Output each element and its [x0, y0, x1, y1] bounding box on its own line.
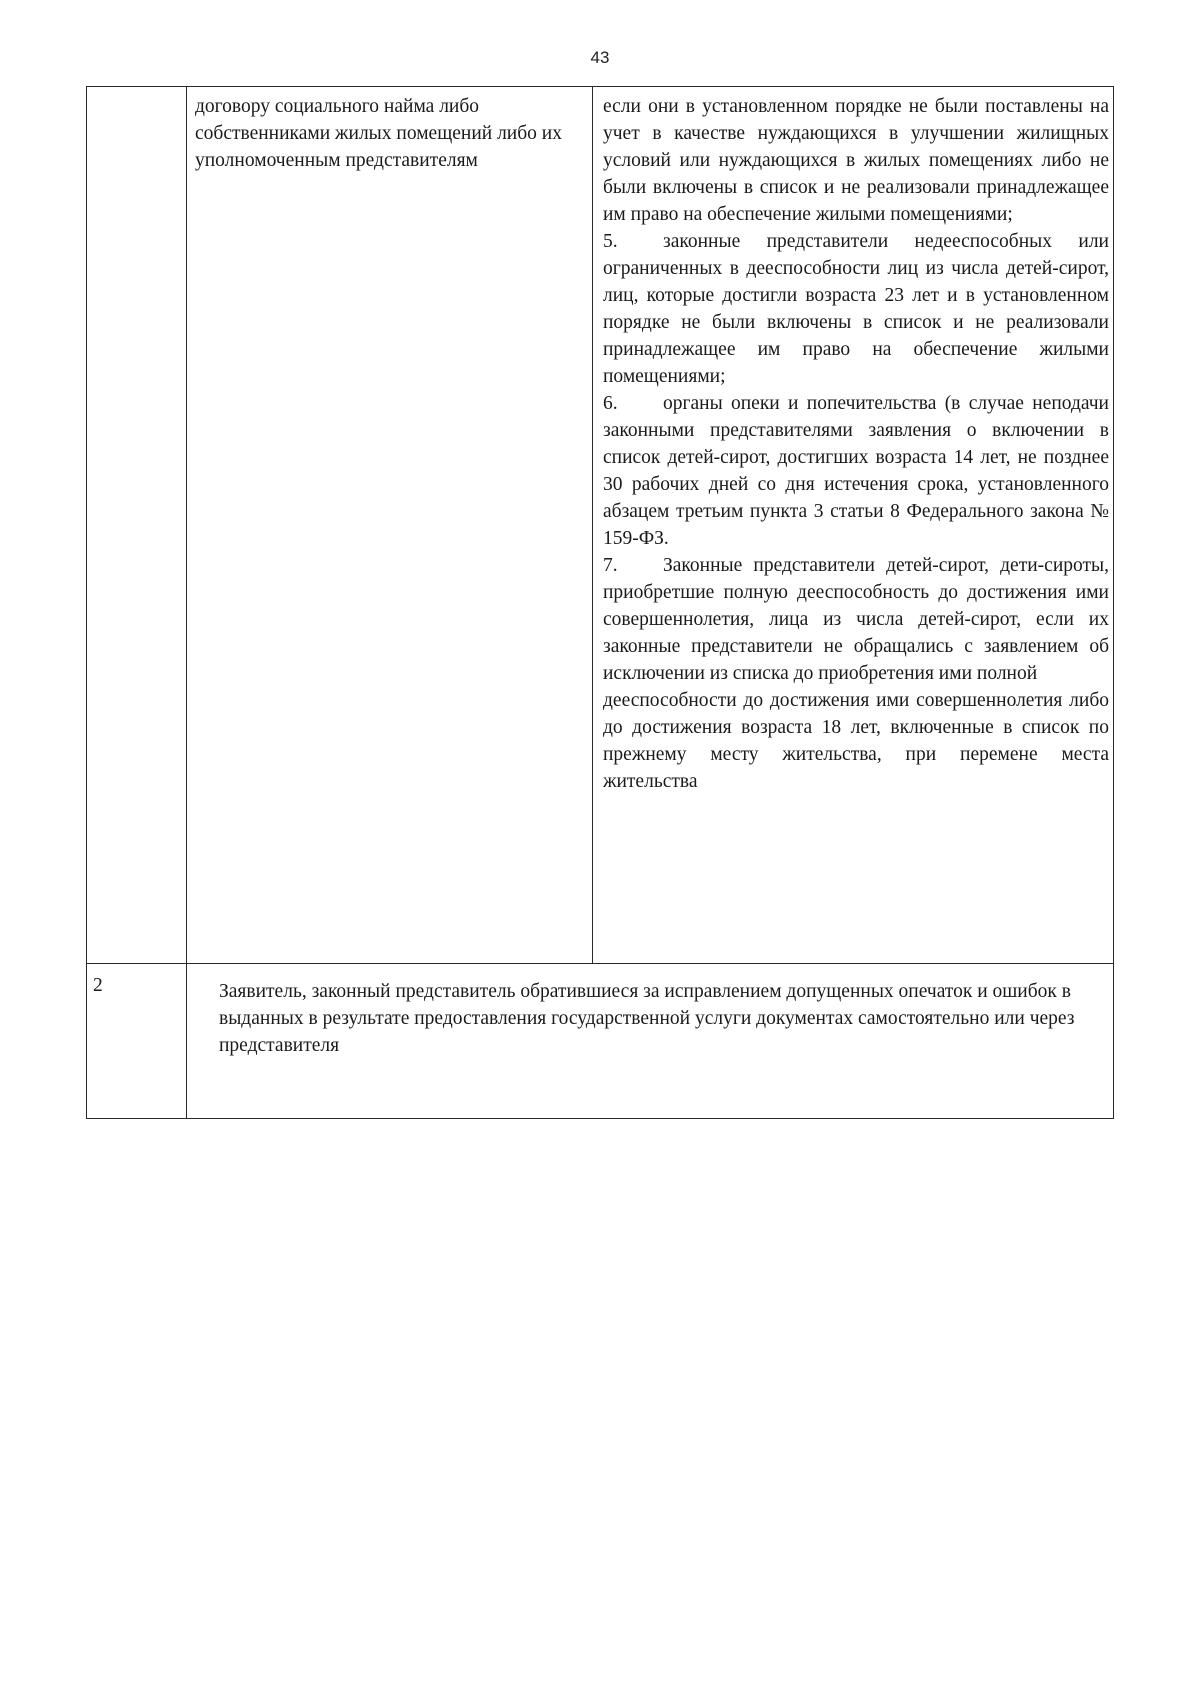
list-item — [603, 390, 1109, 552]
table-row — [87, 964, 1114, 1119]
list-item-text: органы опеки и попечительства (в случае неподачи законными представителями заявления о включении в список детей-сирот, достигших возраста 14 лет, не позднее 30 рабочих дней со дня истечения срока, установленного абзацем третьим пункта 3 статьи 8 Федерального закона № 159-ФЗ. — [603, 393, 1109, 549]
row2-number-cell: 2 — [87, 964, 187, 1119]
row1-category-cell — [187, 87, 593, 964]
row1-category-text: договору социального найма либо собственниками жилых помещений либо их уполномоченным представителям — [195, 96, 562, 171]
table-row — [87, 87, 1114, 964]
row1-description-tail: дееспособности до достижения ими совершеннолетия либо до достижения возраста 18 лет, включенные в список по прежнему месту жительства, при перемене места жительства — [603, 690, 1109, 792]
page-number: 43 — [590, 48, 610, 67]
row1-description-cell — [593, 87, 1114, 964]
list-item-number: 7. — [603, 555, 618, 576]
list-item-number: 6. — [603, 393, 618, 414]
row1-description-intro: если они в установленном порядке не были поставлены на учет в качестве нуждающихся в улучшении жилищных условий или нуждающихся в жилых помещениях либо не были включены в список и не реализовали принадлежащее им право на обеспечение жилыми помещениями; — [603, 96, 1109, 225]
list-item-text: законные представители недееспособных или ограниченных в дееспособности лиц из числа детей-сирот, лиц, которые достигли возраста 23 лет и в установленном порядке не были включены в список и не реализовали принадлежащее им право на обеспечение жилыми помещениями; — [603, 231, 1109, 387]
list-item-text: Законные представители детей-сирот, дети-сироты, приобретшие полную дееспособность до достижения ими совершеннолетия, лица из числа детей-сирот, если их законные представители не обращались с заявлением об исключении из списка до приобретения ими полной — [603, 555, 1109, 684]
row1-number-cell — [87, 87, 187, 964]
row2-text: Заявитель, законный представитель обратившиеся за исправлением допущенных опечаток и ошибок в выданных в результате предоставления государственной услуги документах самостоятельно или через представителя — [219, 981, 1075, 1056]
list-item-number: 5. — [603, 231, 618, 252]
list-item — [603, 552, 1109, 687]
row2-text-cell — [187, 964, 1114, 1119]
list-item — [603, 228, 1109, 390]
document-table — [86, 86, 1114, 1119]
